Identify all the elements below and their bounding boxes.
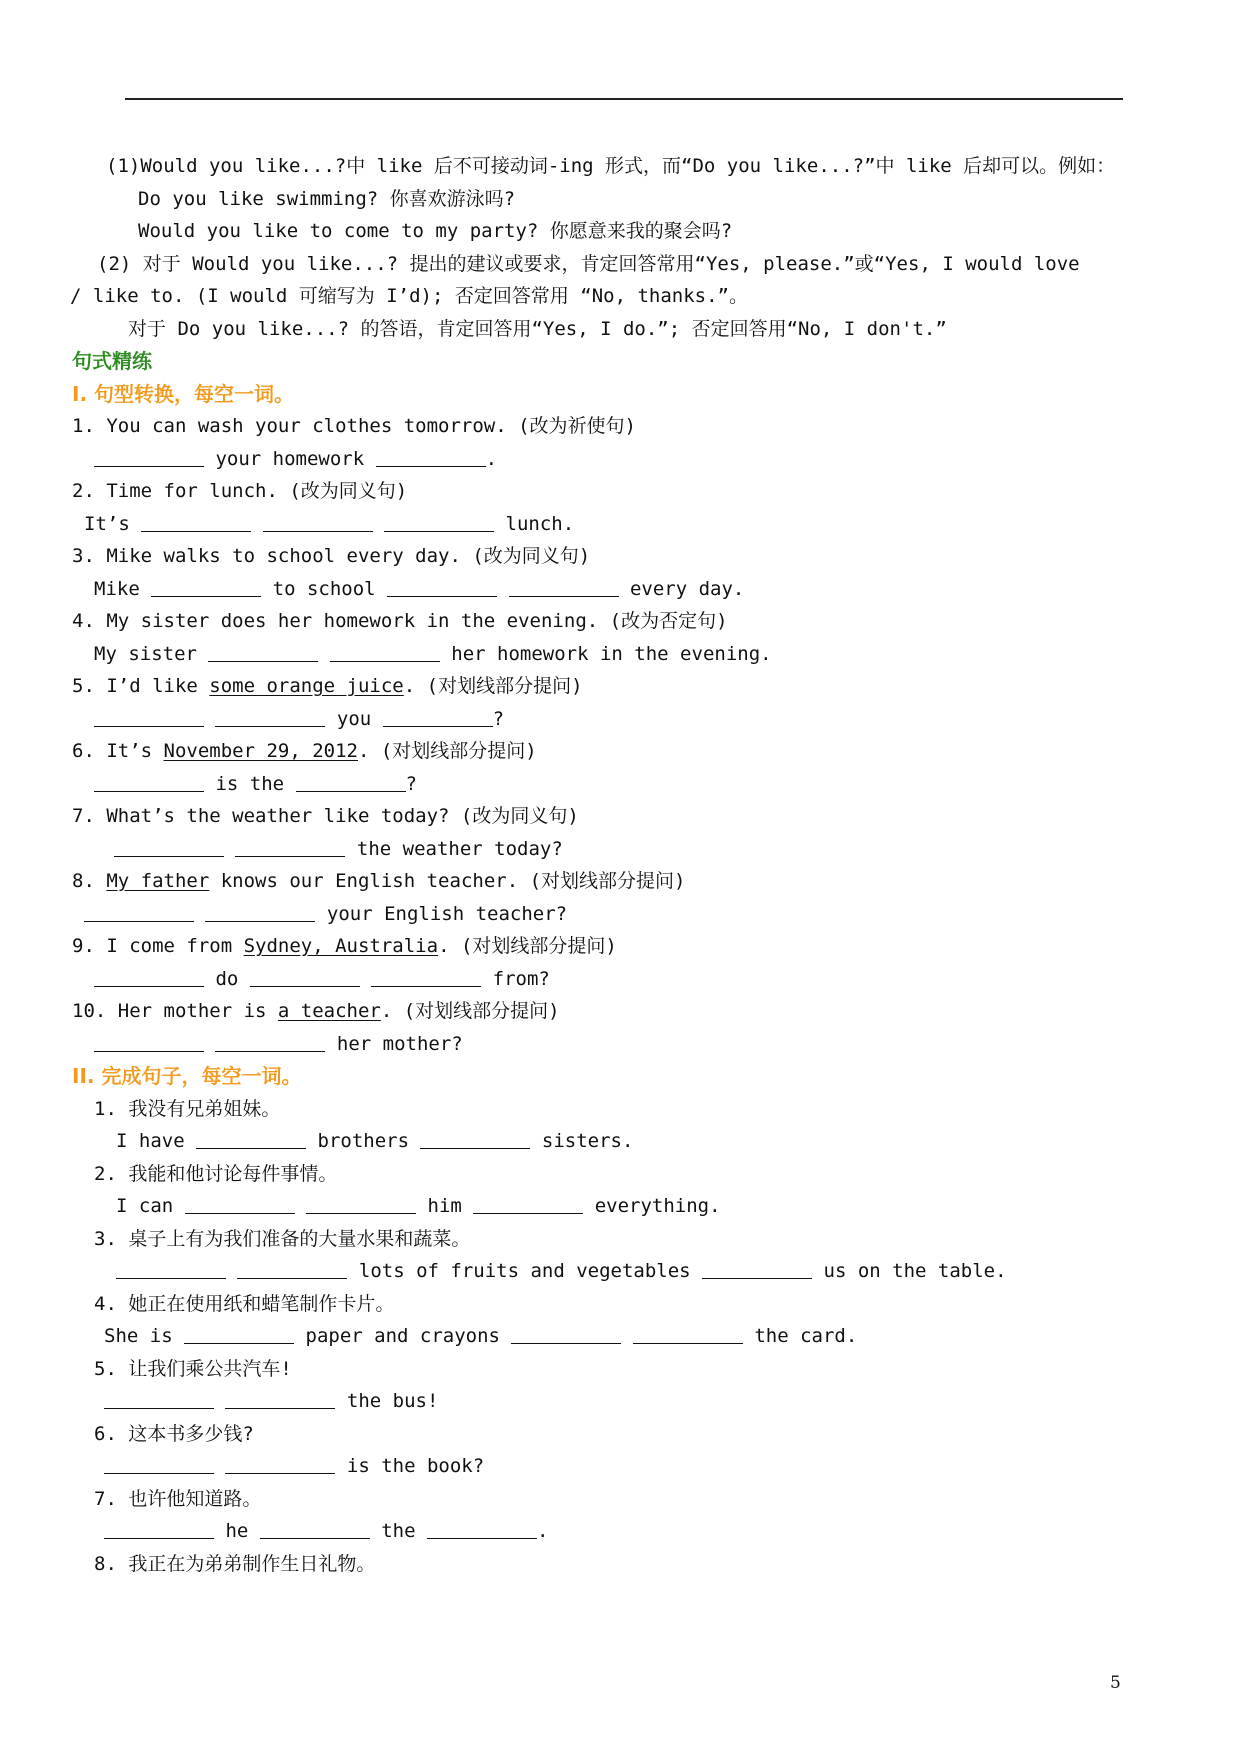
answer-blank[interactable] — [94, 968, 204, 987]
part1-q2: 2. Time for lunch. (改为同义句) — [72, 480, 408, 502]
answer-blank[interactable] — [306, 1195, 416, 1214]
answer-blank[interactable] — [94, 773, 204, 792]
answer-blank[interactable] — [151, 578, 261, 597]
answer-blank[interactable] — [94, 448, 204, 467]
note-1-example-1: Do you like swimming? 你喜欢游泳吗? — [138, 188, 516, 210]
part2-q1: 1. 我没有兄弟姐妹。 — [94, 1098, 281, 1120]
part1-a1: your homework . — [94, 447, 497, 471]
answer-blank[interactable] — [225, 1390, 335, 1409]
answer-blank[interactable] — [387, 578, 497, 597]
part1-a8: your English teacher? — [84, 902, 567, 926]
answer-blank[interactable] — [702, 1260, 812, 1279]
part1-q5: 5. I’d like some orange juice. (对划线部分提问) — [72, 675, 583, 697]
answer-blank[interactable] — [296, 773, 406, 792]
answer-blank[interactable] — [205, 903, 315, 922]
part1-q4: 4. My sister does her homework in the evening. (改为否定句) — [72, 610, 728, 632]
answer-blank[interactable] — [215, 708, 325, 727]
note-3: 对于 Do you like...? 的答语，肯定回答用“Yes, I do.”; 否定回答用“No, I don't.” — [128, 318, 947, 340]
part2-a3: lots of fruits and vegetables us on the table. — [116, 1259, 1007, 1283]
part2-q8: 8. 我正在为弟弟制作生日礼物。 — [94, 1553, 376, 1575]
part1-q6: 6. It’s November 29, 2012. (对划线部分提问) — [72, 740, 537, 762]
answer-blank[interactable] — [141, 513, 251, 532]
part1-a10: her mother? — [94, 1032, 463, 1056]
part1-a7: the weather today? — [114, 837, 563, 861]
part2-q3: 3. 桌子上有为我们准备的大量水果和蔬菜。 — [94, 1228, 471, 1250]
part2-a1: I have brothers sisters. — [116, 1130, 634, 1152]
part1-a9: do from? — [94, 967, 550, 991]
part2-a6: is the book? — [104, 1454, 484, 1478]
part1-q10: 10. Her mother is a teacher. (对划线部分提问) — [72, 1000, 560, 1022]
part1-q3: 3. Mike walks to school every day. (改为同义句) — [72, 545, 591, 567]
part1-q1: 1. You can wash your clothes tomorrow. (改为祈使句) — [72, 415, 636, 437]
part2-a2: I can him everything. — [116, 1195, 721, 1217]
part1-a5: you ? — [94, 707, 504, 731]
answer-blank[interactable] — [94, 708, 204, 727]
answer-blank[interactable] — [330, 643, 440, 662]
answer-blank[interactable] — [208, 643, 318, 662]
answer-blank[interactable] — [263, 513, 373, 532]
answer-blank[interactable] — [184, 1325, 294, 1344]
part1-a4: My sister her homework in the evening. — [94, 643, 772, 665]
part2-title: II. 完成句子，每空一词。 — [72, 1064, 302, 1088]
part1-a6: is the ? — [94, 772, 417, 796]
part1-q9: 9. I come from Sydney, Australia. (对划线部分提问) — [72, 935, 617, 957]
answer-blank[interactable] — [633, 1325, 743, 1344]
note-1-example-2: Would you like to come to my party? 你愿意来我的聚会吗? — [138, 220, 733, 242]
part1-a3: Mike to school every day. — [94, 578, 745, 600]
note-1: (1)Would you like...?中 like 后不可接动词-ing 形式，而“Do you like...?”中 like 后却可以。例如： — [106, 155, 1116, 177]
answer-blank[interactable] — [196, 1130, 306, 1149]
part2-q2: 2. 我能和他讨论每件事情。 — [94, 1163, 338, 1185]
part1-title: I. 句型转换，每空一词。 — [72, 382, 295, 406]
answer-blank[interactable] — [250, 968, 360, 987]
part2-q4: 4. 她正在使用纸和蜡笔制作卡片。 — [94, 1293, 395, 1315]
answer-blank[interactable] — [185, 1195, 295, 1214]
answer-blank[interactable] — [237, 1260, 347, 1279]
answer-blank[interactable] — [473, 1195, 583, 1214]
answer-blank[interactable] — [94, 1033, 204, 1052]
answer-blank[interactable] — [371, 968, 481, 987]
part2-q5: 5. 让我们乘公共汽车! — [94, 1358, 292, 1380]
note-2-continued: / like to. (I would 可缩写为 I’d); 否定回答常用 “No, thanks.”。 — [70, 285, 748, 307]
part2-q6: 6. 这本书多少钱? — [94, 1423, 254, 1445]
part2-a4: She is paper and crayons the card. — [104, 1325, 858, 1347]
answer-blank[interactable] — [215, 1033, 325, 1052]
answer-blank[interactable] — [104, 1520, 214, 1539]
answer-blank[interactable] — [225, 1455, 335, 1474]
answer-blank[interactable] — [104, 1455, 214, 1474]
answer-blank[interactable] — [511, 1325, 621, 1344]
part1-q7: 7. What’s the weather like today? (改为同义句) — [72, 805, 579, 827]
answer-blank[interactable] — [116, 1260, 226, 1279]
answer-blank[interactable] — [260, 1520, 370, 1539]
page-number: 5 — [1110, 1673, 1121, 1693]
part1-q8: 8. My father knows our English teacher. (对划线部分提问) — [72, 870, 686, 892]
part2-a5: the bus! — [104, 1389, 438, 1413]
answer-blank[interactable] — [427, 1520, 537, 1539]
answer-blank[interactable] — [384, 513, 494, 532]
note-2: (2) 对于 Would you like...? 提出的建议或要求，肯定回答常用“Yes, please.”或“Yes, I would love — [97, 253, 1080, 275]
answer-blank[interactable] — [104, 1390, 214, 1409]
part1-a2: It’s lunch. — [84, 513, 575, 535]
answer-blank[interactable] — [383, 708, 493, 727]
answer-blank[interactable] — [420, 1130, 530, 1149]
part2-a7: he the . — [104, 1519, 548, 1543]
answer-blank[interactable] — [114, 838, 224, 857]
header-rule — [125, 98, 1123, 100]
part2-q7: 7. 也许他知道路。 — [94, 1488, 262, 1510]
answer-blank[interactable] — [376, 448, 486, 467]
answer-blank[interactable] — [235, 838, 345, 857]
section-title: 句式精练 — [72, 349, 152, 373]
answer-blank[interactable] — [84, 903, 194, 922]
answer-blank[interactable] — [509, 578, 619, 597]
